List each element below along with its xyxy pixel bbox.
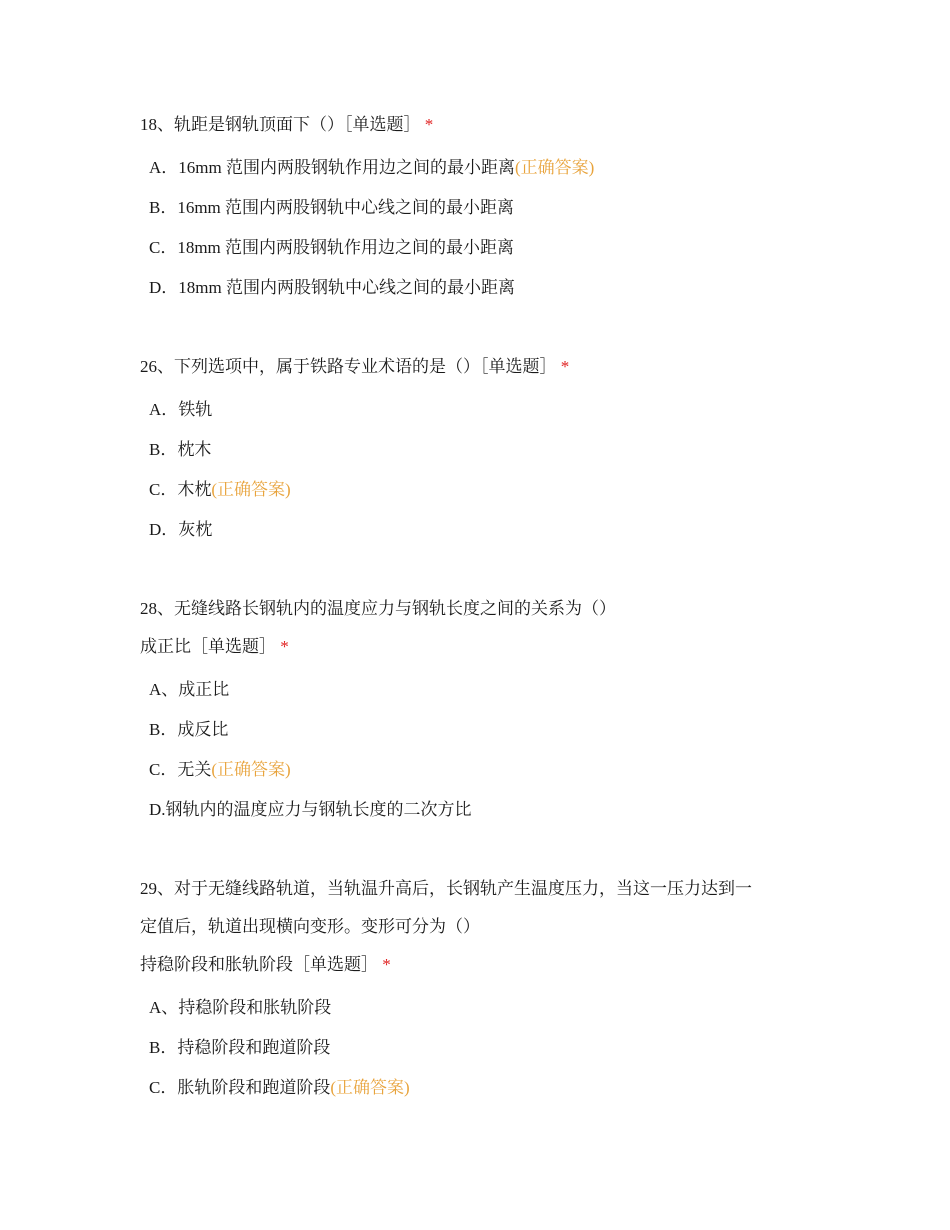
option-b[interactable] bbox=[140, 430, 830, 470]
question-26 bbox=[140, 348, 830, 550]
option-list bbox=[140, 670, 830, 830]
option-b[interactable] bbox=[140, 1028, 830, 1068]
option-d[interactable] bbox=[140, 510, 830, 550]
option-a[interactable] bbox=[140, 670, 830, 710]
question-text-line-2: 成正比［单选题］ bbox=[140, 637, 276, 656]
question-text: 26、下列选项中，属于铁路专业术语的是（）［单选题］ bbox=[140, 357, 557, 376]
question-text-line-1: 28、无缝线路长钢轨内的温度应力与钢轨长度之间的关系为（） bbox=[140, 599, 616, 618]
option-text: D．灰枕 bbox=[149, 520, 213, 539]
option-text: B．16mm 范围内两股钢轨中心线之间的最小距离 bbox=[149, 198, 515, 217]
option-c[interactable] bbox=[140, 228, 830, 268]
option-text: A、持稳阶段和胀轨阶段 bbox=[149, 998, 332, 1017]
option-a[interactable] bbox=[140, 148, 830, 188]
option-b[interactable] bbox=[140, 710, 830, 750]
question-title bbox=[140, 106, 830, 144]
option-text: A．16mm 范围内两股钢轨作用边之间的最小距离 bbox=[149, 158, 515, 177]
question-text: 18、轨距是钢轨顶面下（）［单选题］ bbox=[140, 115, 421, 134]
question-title bbox=[140, 870, 830, 984]
option-b[interactable] bbox=[140, 188, 830, 228]
option-c[interactable] bbox=[140, 1068, 830, 1108]
question-title bbox=[140, 590, 830, 666]
option-c[interactable] bbox=[140, 470, 830, 510]
option-text: D．18mm 范围内两股钢轨中心线之间的最小距离 bbox=[149, 278, 515, 297]
required-marker: * bbox=[382, 955, 391, 974]
option-text: C．胀轨阶段和跑道阶段 bbox=[149, 1078, 331, 1097]
option-a[interactable] bbox=[140, 988, 830, 1028]
required-marker: * bbox=[560, 357, 570, 376]
correct-answer-mark: (正确答案) bbox=[514, 158, 595, 177]
option-d[interactable] bbox=[140, 268, 830, 308]
option-text: C．18mm 范围内两股钢轨作用边之间的最小距离 bbox=[149, 238, 515, 257]
option-text: D.钢轨内的温度应力与钢轨长度的二次方比 bbox=[149, 800, 472, 819]
correct-answer-mark: (正确答案) bbox=[211, 760, 291, 779]
option-d[interactable] bbox=[140, 790, 830, 830]
question-text-line-3: 持稳阶段和胀轨阶段［单选题］ bbox=[140, 955, 378, 974]
option-text: B．成反比 bbox=[149, 720, 229, 739]
option-text: B．枕木 bbox=[149, 440, 212, 459]
question-18 bbox=[140, 106, 830, 308]
option-a[interactable] bbox=[140, 390, 830, 430]
option-text: C．木枕 bbox=[149, 480, 212, 499]
option-list bbox=[140, 148, 830, 308]
option-list bbox=[140, 988, 830, 1108]
option-c[interactable] bbox=[140, 750, 830, 790]
required-marker: * bbox=[424, 115, 434, 134]
question-title bbox=[140, 348, 830, 386]
option-text: B．持稳阶段和跑道阶段 bbox=[149, 1038, 331, 1057]
option-text: A、成正比 bbox=[149, 680, 230, 699]
question-29 bbox=[140, 870, 830, 1108]
required-marker: * bbox=[280, 637, 289, 656]
option-list bbox=[140, 390, 830, 550]
question-28 bbox=[140, 590, 830, 830]
option-text: A．铁轨 bbox=[149, 400, 213, 419]
correct-answer-mark: (正确答案) bbox=[330, 1078, 410, 1097]
question-text-line-1: 29、对于无缝线路轨道，当轨温升高后，长钢轨产生温度压力，当这一压力达到一 bbox=[140, 879, 752, 898]
question-text-line-2: 定值后，轨道出现横向变形。变形可分为（） bbox=[140, 917, 480, 936]
option-text: C．无关 bbox=[149, 760, 212, 779]
correct-answer-mark: (正确答案) bbox=[211, 480, 291, 499]
